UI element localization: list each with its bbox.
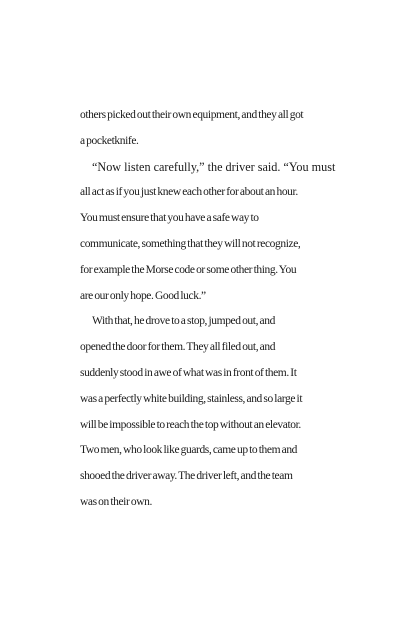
text-line: You must ensure that you have a safe way to <box>80 212 259 225</box>
body-text <box>80 103 352 516</box>
text-line: for example the Morse code or some other thing. You <box>80 263 297 276</box>
text-line: all act as if you just knew each other for about an hour. <box>80 186 298 199</box>
text-line: are our only hope. Good luck.” <box>80 289 206 302</box>
text-line: “Now listen carefully,” the driver said. “You must <box>92 159 336 174</box>
text-line: was on their own. <box>80 495 152 508</box>
text-line: was a perfectly white building, stainless, and so large it <box>80 392 303 405</box>
text-line: With that, he drove to a stop, jumped out, and <box>92 315 275 328</box>
text-line: others picked out their own equipment, and they all got <box>80 109 304 121</box>
text-line: will be impossible to reach the top without an elevator. <box>80 418 301 431</box>
text-line: opened the door for them. They all filed out, and <box>80 341 276 354</box>
text-line: a pocketknife. <box>80 134 139 147</box>
text-line: Two men, who look like guards, came up to them and <box>80 444 298 457</box>
text-line: communicate, something that they will not recognize, <box>80 237 301 250</box>
text-line: shooed the driver away. The driver left, and the team <box>80 470 293 483</box>
text-line: suddenly stood in awe of what was in front of them. It <box>80 366 297 379</box>
